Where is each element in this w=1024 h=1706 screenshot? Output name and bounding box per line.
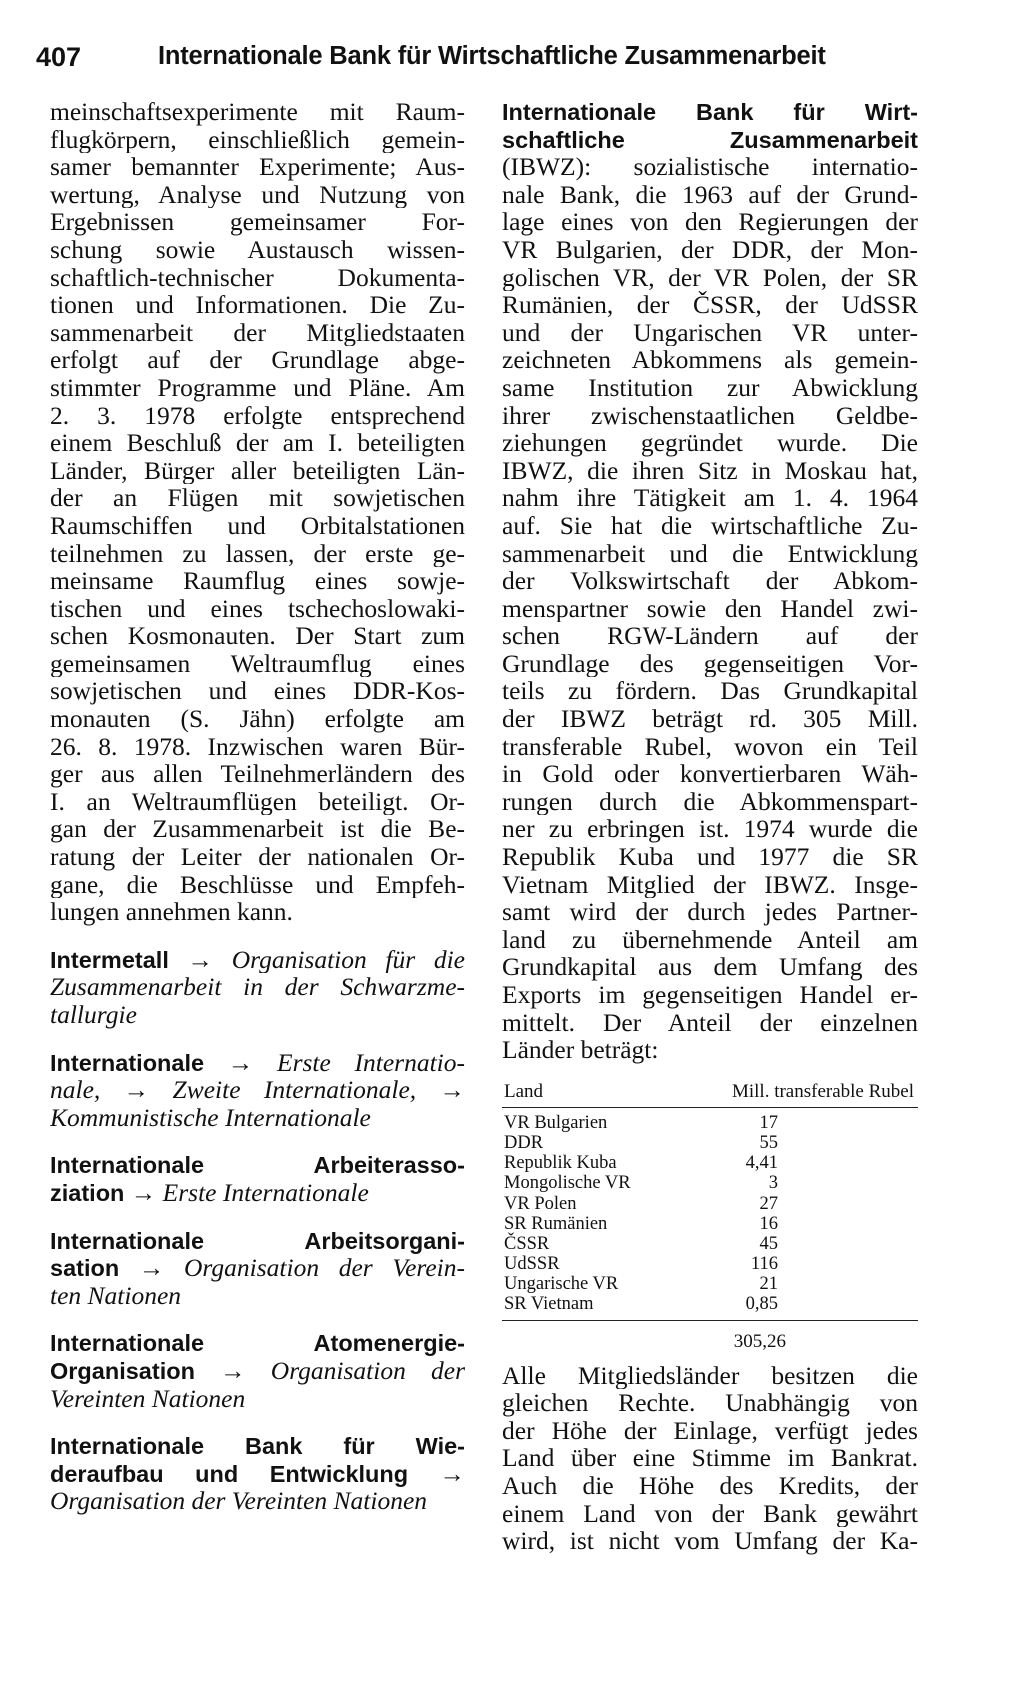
table-row	[502, 1214, 918, 1234]
row-land: SR Rumänien	[504, 1213, 608, 1234]
text-line: wertung, Analyse und Nutzung von	[50, 180, 465, 209]
text-line: der Höhe der Einlage, verfügt jedes	[502, 1416, 918, 1445]
table-row	[502, 1254, 918, 1274]
see-arrow: →	[138, 1254, 165, 1282]
text-line: schen Kosmonauten. Der Start zum	[50, 622, 465, 650]
cross-reference-link[interactable]: Zusammenarbeit in der Schwarzme-	[50, 973, 465, 1001]
cross-reference-link[interactable]: Kommunistische Internationale	[50, 1103, 371, 1132]
row-land: ČSSR	[504, 1233, 550, 1254]
see-arrow: →	[439, 1459, 465, 1488]
text-line: Grundkapital aus dem Umfang des	[502, 953, 918, 981]
table-rule	[502, 1320, 918, 1321]
entry-keyword: Internationale	[50, 1049, 205, 1076]
see-arrow: →	[123, 1076, 150, 1104]
entry-keyword: schaftliche Zusammenarbeit	[502, 126, 918, 153]
table-total-row	[502, 1326, 918, 1352]
row-value: 21	[759, 1274, 778, 1295]
text-line: sammenarbeit der Mitgliedstaaten	[50, 318, 465, 347]
text-line: tionen und Informationen. Die Zu-	[50, 291, 465, 319]
text-line: ner zu erbringen ist. 1974 wurde die	[502, 815, 918, 844]
text-line: I. an Weltraumflügen beteiligt. Or-	[50, 787, 465, 816]
cross-reference-link[interactable]: Organisation der Verein-	[184, 1254, 465, 1282]
cross-reference-link[interactable]: ten Nationen	[50, 1281, 182, 1310]
text-line: zeichneten Abkommens als gemein-	[502, 346, 918, 374]
row-land: UdSSR	[504, 1254, 560, 1275]
text-line: schaftlich-technischer Dokumenta-	[50, 263, 465, 292]
entry-keyword: Internationale Bank für Wirt-	[502, 99, 918, 125]
text-line: Grundlage des gegenseitigen Vor-	[502, 649, 918, 678]
text-line: teilnehmen zu lassen, der erste ge-	[50, 539, 465, 568]
cross-reference-link[interactable]: Organisation für die	[231, 945, 465, 974]
text-line: Republik Kuba und 1977 die SR	[502, 843, 918, 871]
row-land: VR Polen	[504, 1193, 577, 1214]
table-row	[502, 1173, 918, 1193]
row-land: Ungarische VR	[504, 1274, 619, 1295]
entry-atomenergie	[50, 1329, 465, 1412]
text-line: ger aus allen Teilnehmerländern des	[50, 760, 465, 788]
row-land: Republik Kuba	[504, 1153, 617, 1174]
table-row	[502, 1294, 918, 1314]
see-arrow: →	[220, 1356, 246, 1385]
text-line: gane, die Beschlüsse und Empfeh-	[50, 870, 465, 899]
table-header	[502, 1078, 918, 1102]
row-value: 55	[759, 1132, 778, 1153]
text-line: gan der Zusammenarbeit ist die Be-	[50, 815, 465, 844]
text-line: gemeinsamen Weltraumflug eines	[50, 649, 465, 678]
text-line: stimmter Programme und Pläne. Am	[50, 373, 465, 402]
text-line: erfolgt auf der Grundlage abge-	[50, 346, 465, 374]
text-line: nale Bank, die 1963 auf der Grund-	[502, 180, 918, 209]
text-line: schen RGW-Ländern auf der	[502, 622, 918, 650]
entry-keyword: Internationale Atomenergie-	[50, 1330, 465, 1357]
text-line: samer bemannter Experimente; Aus-	[50, 153, 465, 181]
continuation-text	[502, 1362, 918, 1555]
column-header-value: Mill. transferable Rubel	[731, 1080, 914, 1102]
text-line: Exports im gegenseitigen Handel er-	[502, 981, 918, 1009]
text-line: meinsame Raumflug eines sowje-	[50, 567, 465, 595]
text-line: menspartner sowie den Handel zwi-	[502, 594, 918, 623]
text-line: der Volkswirtschaft der Abkom-	[502, 567, 918, 595]
text-line: flugkörpern, einschließlich gemein-	[50, 125, 465, 154]
continuation-text	[50, 98, 465, 926]
row-land: SR Vietnam	[504, 1294, 594, 1315]
table-row	[502, 1194, 918, 1214]
text-line: VR Bulgarien, der DDR, der Mon-	[502, 235, 918, 264]
text-line: gleichen Rechte. Unabhängig von	[502, 1389, 918, 1417]
text-line: IBWZ, die ihren Sitz in Moskau hat,	[502, 456, 918, 485]
text-line: auf. Sie hat die wirtschaftliche Zu-	[502, 511, 918, 540]
cross-reference-link[interactable]: Zweite Internationale,	[172, 1076, 417, 1104]
entry-keyword: Internationale Bank für Wie-	[50, 1433, 465, 1460]
entry-internationale	[50, 1049, 465, 1132]
text-line: nahm ihre Tätigkeit am 1. 4. 1964	[502, 484, 918, 512]
text-line: meinschaftsexperimente mit Raum-	[50, 98, 465, 126]
entry-keyword: ziation	[50, 1179, 125, 1206]
see-arrow: →	[439, 1076, 465, 1104]
row-value: 45	[759, 1233, 778, 1254]
cross-reference-link[interactable]: Erste Internationale	[162, 1178, 369, 1207]
text-line: Rumänien, der ČSSR, der UdSSR	[502, 291, 918, 319]
text-line: sammenarbeit und die Entwicklung	[502, 539, 918, 568]
text-line: ratung der Leiter der nationalen Or-	[50, 843, 465, 871]
see-arrow: →	[227, 1048, 254, 1077]
cross-reference-link[interactable]: tallurgie	[50, 1001, 137, 1029]
text-line: same Institution zur Abwicklung	[502, 373, 918, 402]
text-line: mittelt. Der Anteil der einzelnen	[502, 1008, 918, 1037]
text-line: Ergebnissen gemeinsamer For-	[50, 208, 465, 236]
page-header	[36, 42, 916, 82]
see-arrow: →	[130, 1178, 157, 1207]
entry-keyword: sation	[50, 1255, 120, 1282]
cross-reference-link[interactable]: nale,	[50, 1076, 101, 1104]
cross-reference-link[interactable]: Erste Internatio-	[277, 1048, 465, 1077]
table-row	[502, 1153, 918, 1173]
text-line: 2. 3. 1978 erfolgte entsprechend	[50, 401, 465, 430]
entry-ibwz	[502, 98, 918, 1064]
text-line: der IBWZ beträgt rd. 305 Mill.	[502, 705, 918, 733]
page-number: 407	[36, 42, 82, 72]
table-row	[502, 1234, 918, 1254]
text-line: Länder, Bürger aller beteiligten Län-	[50, 456, 465, 485]
entry-arbeiterassoziation	[50, 1151, 465, 1206]
table-row	[502, 1274, 918, 1294]
entry-keyword: deraufbau und Entwicklung	[50, 1460, 409, 1487]
text-line: transferable Rubel, wovon ein Teil	[502, 732, 918, 761]
text-line: tischen und eines tschechoslowaki-	[50, 594, 465, 623]
text-line: lage eines von den Regierungen der	[502, 208, 918, 236]
text-line: 26. 8. 1978. Inzwischen waren Bür-	[50, 732, 465, 761]
text-line: lungen annehmen kann.	[50, 898, 293, 926]
text-line: und der Ungarischen VR unter-	[502, 318, 918, 347]
text-line: rungen durch die Abkommenspart-	[502, 787, 918, 816]
row-value: 3	[768, 1173, 778, 1194]
text-line: einem Land von der Bank gewährt	[502, 1499, 918, 1528]
text-line: ziehungen gegründet wurde. Die	[502, 429, 918, 457]
right-column	[502, 98, 918, 1555]
text-line: der an Flügen mit sowjetischen	[50, 484, 465, 512]
total-value: 305,26	[733, 1330, 786, 1352]
capital-share-table	[502, 1078, 918, 1352]
entry-keyword: Internationale Arbeiterasso-	[50, 1152, 465, 1179]
text-line: samt wird der durch jedes Partner-	[502, 898, 918, 926]
row-value: 116	[750, 1254, 778, 1275]
text-line: wird, ist nicht vom Umfang der Ka-	[502, 1527, 918, 1555]
entry-intermetall	[50, 946, 465, 1029]
column-header-land: Land	[504, 1080, 544, 1102]
entry-keyword: Internationale Arbeitsorgani-	[50, 1227, 465, 1254]
text-line: monauten (S. Jähn) erfolgte am	[50, 705, 465, 733]
text-line: teils zu fördern. Das Grundkapital	[502, 677, 918, 706]
row-land: DDR	[504, 1132, 544, 1153]
text-line: land zu übernehmende Anteil am	[502, 925, 918, 954]
entry-wiederaufbau	[50, 1432, 465, 1515]
text-line: einem Beschluß der am I. beteiligten	[50, 429, 465, 457]
row-value: 4,41	[745, 1153, 778, 1174]
text-line: Länder beträgt:	[502, 1036, 659, 1064]
entry-keyword: Intermetall	[50, 946, 169, 973]
text-line: schung sowie Austausch wissen-	[50, 235, 465, 264]
text-line: Land über eine Stimme im Bankrat.	[502, 1444, 918, 1473]
row-land: Mongolische VR	[504, 1173, 631, 1194]
text-line: in Gold oder konvertierbaren Wäh-	[502, 760, 918, 788]
text-line: Vietnam Mitglied der IBWZ. Insge-	[502, 870, 918, 899]
running-title: Internationale Bank für Wirtschaftliche Zusammenarbeit	[158, 42, 826, 70]
text-line: sowjetischen und eines DDR-Kos-	[50, 677, 465, 706]
text-line: ihrer zwischenstaatlichen Geldbe-	[502, 401, 918, 430]
table-rule	[502, 1107, 918, 1108]
row-value: 16	[759, 1213, 778, 1234]
cross-reference-link[interactable]: Vereinten Nationen	[50, 1384, 246, 1413]
table-row	[502, 1113, 918, 1133]
text-line: Auch die Höhe des Kredits, der	[502, 1472, 918, 1500]
row-value: 0,85	[745, 1294, 778, 1315]
entry-arbeitsorganisation	[50, 1227, 465, 1310]
see-arrow: →	[187, 945, 214, 974]
table-row	[502, 1133, 918, 1153]
row-value: 27	[759, 1193, 778, 1214]
text-line: golischen VR, der VR Polen, der SR	[502, 263, 918, 292]
text-line: Alle Mitgliedsländer besitzen die	[502, 1361, 918, 1390]
text-line: (IBWZ): sozialistische internatio-	[502, 153, 918, 181]
row-land: VR Bulgarien	[504, 1112, 608, 1133]
row-value: 17	[759, 1112, 778, 1133]
cross-reference-link[interactable]: Organisation der	[270, 1356, 465, 1385]
entry-keyword: Organisation	[50, 1357, 195, 1384]
cross-reference-link[interactable]: Organisation der Vereinten Nationen	[50, 1487, 428, 1515]
left-column	[50, 98, 465, 1515]
text-line: Raumschiffen und Orbitalstationen	[50, 511, 465, 540]
